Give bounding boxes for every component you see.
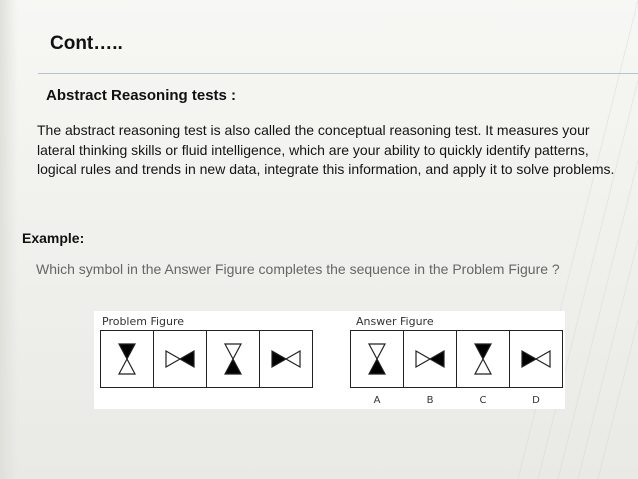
- answer-option-letter-c: C: [479, 395, 487, 406]
- answer-box-3[interactable]: [457, 331, 510, 387]
- problem-box-3: [207, 331, 260, 387]
- left-edge-shade: [0, 0, 18, 479]
- answer-symbol-1: [357, 339, 397, 379]
- slide-title: Cont…..: [50, 33, 123, 54]
- answer-option-letter-a: A: [373, 395, 381, 406]
- answer-figure-label: Answer Figure: [356, 315, 434, 328]
- answer-option-letter-b: B: [426, 395, 434, 406]
- problem-symbol-3: [213, 339, 253, 379]
- answer-symbol-2: [410, 339, 450, 379]
- problem-figure-boxes: [100, 330, 313, 388]
- problem-symbol-2: [160, 339, 200, 379]
- problem-box-4: [260, 331, 312, 387]
- figure-panel: [94, 311, 565, 409]
- answer-symbol-4: [516, 339, 556, 379]
- problem-symbol-1: [107, 339, 147, 379]
- answer-box-2[interactable]: [404, 331, 457, 387]
- description-paragraph: The abstract reasoning test is also called the conceptual reasoning test. It measures your lateral thinking skills or fluid intelligence, which are your ability to quickly identify patterns, logical rules and trends in new data, integrate this information, and apply it to solve problems.: [37, 122, 615, 177]
- example-question: Which symbol in the Answer Figure completes the sequence in the Problem Figure ?: [36, 261, 560, 277]
- problem-box-2: [154, 331, 207, 387]
- problem-symbol-4: [266, 339, 306, 379]
- problem-box-1: [101, 331, 154, 387]
- answer-box-4[interactable]: [510, 331, 562, 387]
- title-divider: [38, 73, 638, 74]
- answer-figure-boxes: [350, 330, 563, 388]
- answer-box-1[interactable]: [351, 331, 404, 387]
- answer-option-letter-d: D: [532, 395, 540, 406]
- section-subtitle: Abstract Reasoning tests :: [46, 87, 237, 104]
- example-label: Example:: [22, 230, 85, 246]
- problem-figure-label: Problem Figure: [102, 315, 185, 328]
- answer-symbol-3: [463, 339, 503, 379]
